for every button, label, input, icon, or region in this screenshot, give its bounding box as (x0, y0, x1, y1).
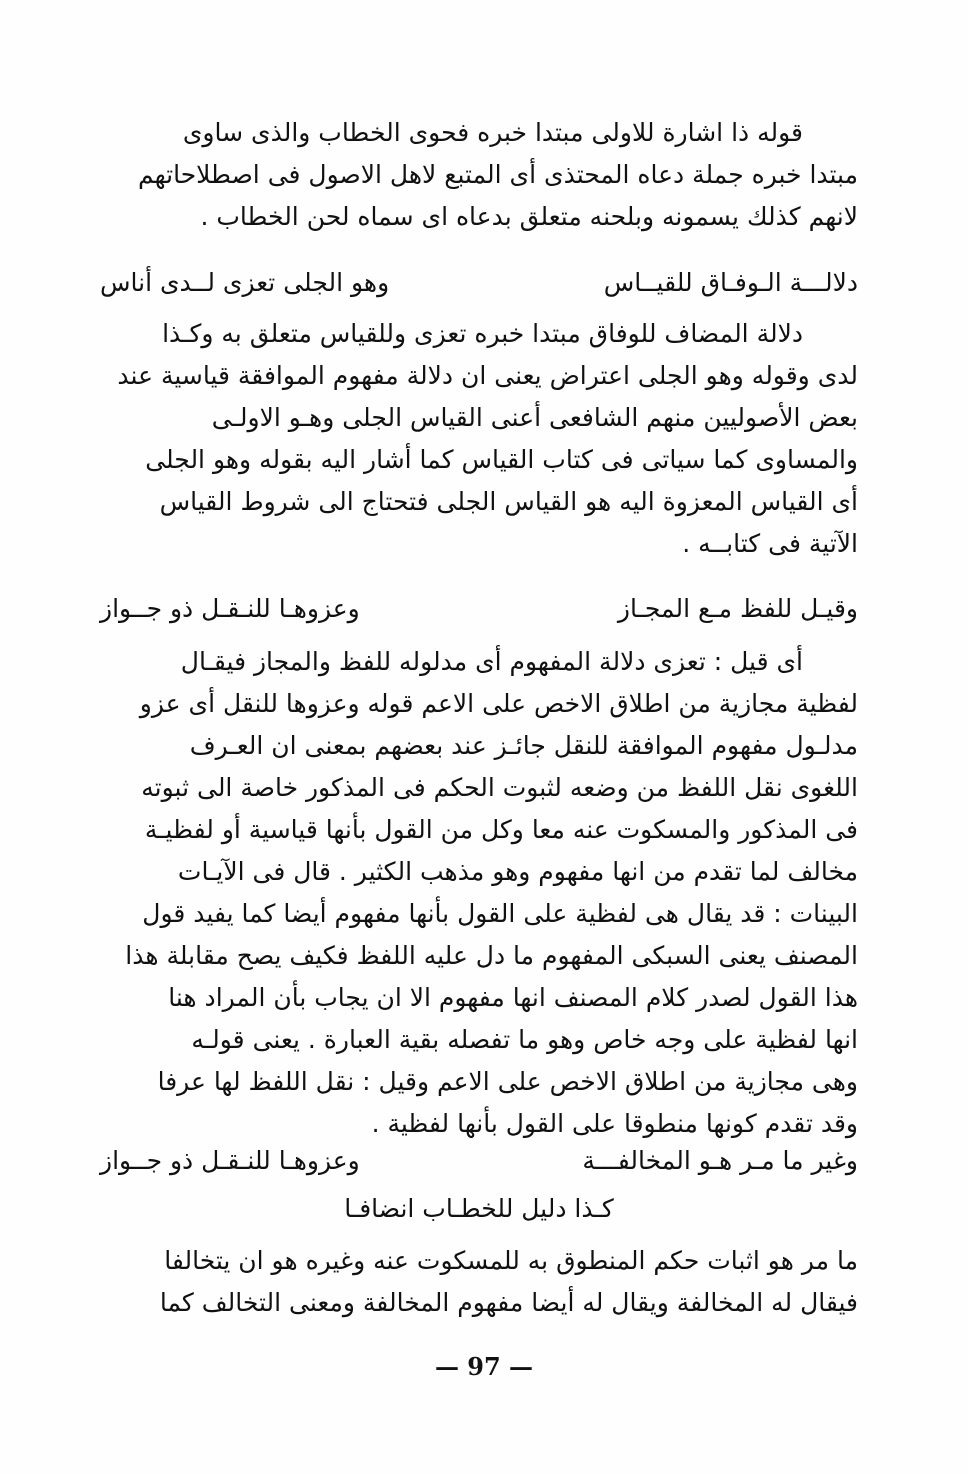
page-number: — 97 — (434, 1352, 534, 1381)
verse-hemistich-left: وعزوهـا للنـقـل ذو جــواز (100, 594, 360, 623)
paragraph-line: أى القياس المعزوة اليه هو القياس الجلى فتحتاج الى شروط القياس (159, 487, 858, 516)
verse-hemistich-left: وهو الجلى تعزى لــدى أناس (100, 268, 390, 297)
paragraph-line: فيقال له المخالفة ويقال له أيضا مفهوم المخالفة ومعنى التخالف كما (159, 1288, 858, 1317)
paragraph-line: فى المذكور والمسكوت عنه معا وكل من القول بأنها قياسية أو لفظيـة (144, 815, 858, 844)
paragraph-line: المصنف يعنى السبكى المفهوم ما دل عليه اللفظ فكيف يصح مقابلة هذا (125, 941, 858, 970)
verse-hemistich-right: وغير ما مـر هـو المخالفـــة (582, 1146, 858, 1175)
paragraph-line: وقد تقدم كونها منطوقا على القول بأنها لفظية . (371, 1109, 858, 1138)
paragraph-line: هذا القول لصدر كلام المصنف انها مفهوم الا ان يجاب بأن المراد هنا (168, 983, 858, 1012)
paragraph-line: أى قيل : تعزى دلالة المفهوم أى مدلوله للفظ والمجاز فيقـال (180, 647, 803, 676)
paragraph-line: مدلـول مفهوم الموافقة للنقل جائـز عند بعضهم بمعنى ان العـرف (189, 731, 858, 760)
paragraph-line: مبتدا خبره جملة دعاه المحتذى أى المتبع لاهل الاصول فى اصطلاحاتهم (137, 160, 858, 189)
paragraph-line: لانهم كذلك يسمونه وبلحنه متعلق بدعاه اى سماه لحن الخطاب . (200, 202, 858, 231)
verse-hemistich-right: وقيـل للفظ مـع المجـاز (617, 594, 858, 623)
paragraph-line: قوله ذا اشارة للاولى مبتدا خبره فحوى الخطاب والذى ساوى (182, 118, 803, 147)
paragraph-line: اللغوى نقل اللفظ من وضعه لثبوت الحكم فى المذكور خاصة الى ثبوته (141, 773, 858, 802)
verse-hemistich-left: وعزوهـا للنـقـل ذو جــواز (100, 1146, 360, 1175)
paragraph-4 (100, 1240, 858, 1324)
paragraph-line: لفظية مجازية من اطلاق الاخص على الاعم قوله وعزوها للنقل أى عزو (139, 689, 858, 718)
paragraph-line: والمساوى كما سياتى فى كتاب القياس كما أشار اليه بقوله وهو الجلى (145, 445, 858, 474)
paragraph-2 (100, 313, 858, 565)
paragraph-3 (100, 641, 858, 1145)
verse-1 (100, 262, 858, 304)
paragraph-line: البينات : قد يقال هى لفظية على القول بأنها مفهوم أيضا كما يفيد قول (142, 899, 858, 928)
paragraph-line: لدى وقوله وهو الجلى اعتراض يعنى ان دلالة مفهوم الموافقة قياسية عند (117, 361, 858, 390)
paragraph-line: بعض الأصوليين منهم الشافعى أعنى القياس الجلى وهـو الاولـى (211, 403, 858, 432)
verse-hemistich-right: دلالـــة الـوفـاق للقيــاس (603, 268, 858, 297)
verse-2 (100, 588, 858, 630)
paragraph-line: مخالف لما تقدم من انها مفهوم وهو مذهب الكثير . قال فى الآيـات (177, 857, 858, 886)
paragraph-line: الآتية فى كتابــه . (682, 529, 858, 558)
paragraph-line: دلالة المضاف للوفاق مبتدا خبره تعزى وللقياس متعلق به وكـذا (162, 319, 803, 348)
paragraph-line: انها لفظية على وجه خاص وهو ما تفصله بقية العبارة . يعنى قولـه (191, 1025, 858, 1054)
paragraph-line: وهى مجازية من اطلاق الاخص على الاعم وقيل : نقل اللفظ لها عرفا (157, 1067, 858, 1096)
verse-3 (100, 1140, 858, 1182)
paragraph-1 (100, 112, 858, 238)
paragraph-line: ما مر هو اثبات حكم المنطوق به للمسكوت عنه وغيره هو ان يتخالفا (164, 1246, 858, 1275)
verse-3-second-line: كـذا دليل للخطـاب انضافـا (344, 1194, 614, 1223)
